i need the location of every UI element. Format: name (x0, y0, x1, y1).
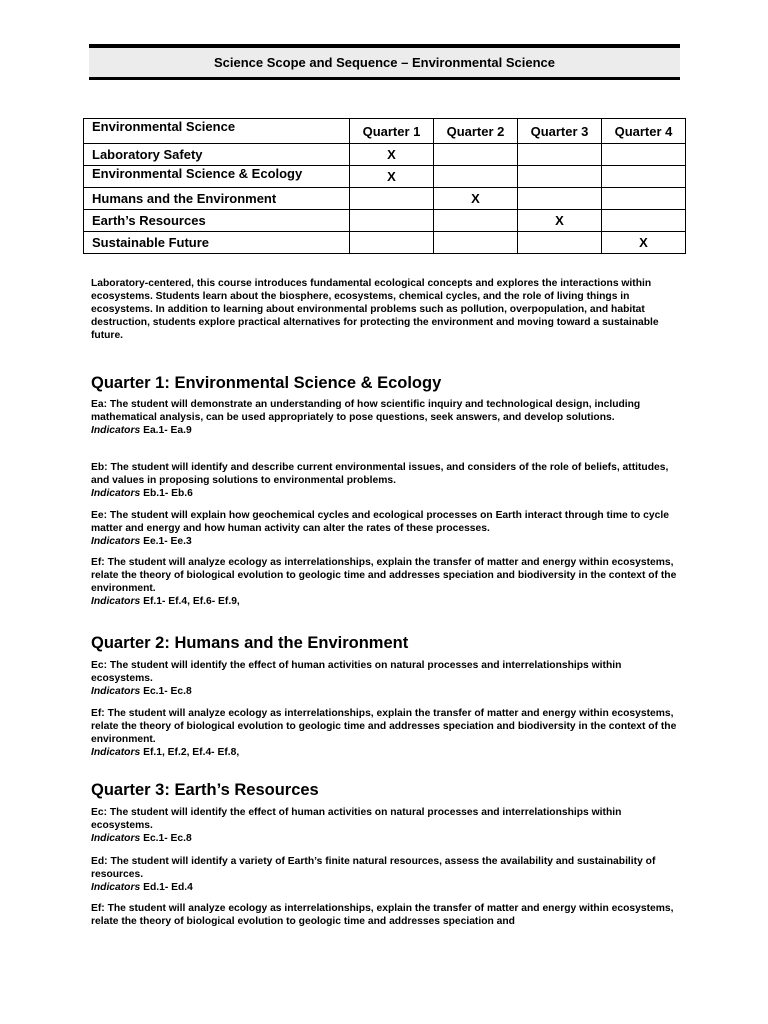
table-row (84, 166, 686, 188)
table-header-cell: Quarter 3 (518, 119, 602, 144)
indicators-label: Indicators (91, 488, 141, 499)
table-row (84, 188, 686, 210)
quarter-mark-cell (602, 166, 686, 188)
topic-cell: Humans and the Environment (84, 188, 350, 210)
quarter-mark-cell (602, 210, 686, 232)
quarter-3-heading: Quarter 3: Earth’s Resources (91, 781, 319, 799)
quarter-mark-cell (350, 210, 434, 232)
quarter-mark-cell: X (350, 144, 434, 166)
quarter-mark-cell: X (602, 232, 686, 254)
indicators-line (91, 746, 681, 759)
standard-text: Ed: The student will identify a variety of Earth’s finite natural resources, assess the availability and sustainability of resources. (91, 856, 656, 880)
quarter-mark-cell (602, 144, 686, 166)
indicators-value: Ef.1, Ef.2, Ef.4- Ef.8, (140, 747, 240, 758)
indicators-label: Indicators (91, 425, 141, 436)
table-row (84, 210, 686, 232)
standard-text: Ee: The student will explain how geochemical cycles and ecological processes on Earth interact through time to cycle matter and energy and how human activity can alter the rates of these processes. (91, 510, 669, 534)
indicators-value: Ec.1- Ec.8 (140, 686, 192, 697)
topic-cell: Laboratory Safety (84, 144, 350, 166)
quarter-mark-cell: X (518, 210, 602, 232)
table-row (84, 232, 686, 254)
indicators-value: Ee.1- Ee.3 (140, 536, 192, 547)
standard-block (91, 707, 681, 759)
standard-text: Ef: The student will analyze ecology as interrelationships, explain the transfer of matter and energy within ecosystems, relate the theory of biological evolution to geologic time and addresses speciation and biodiversity in the context of the environment. (91, 557, 677, 594)
quarter-mark-cell (518, 232, 602, 254)
standard-text: Ef: The student will analyze ecology as interrelationships, explain the transfer of matter and energy within ecosystems, relate the theory of biological evolution to geologic time and addresses speciation and biodiversity in the context of the environment. (91, 708, 677, 745)
standard-block (91, 806, 681, 845)
quarter-mark-cell (434, 210, 518, 232)
quarter-mark-cell (350, 232, 434, 254)
quarter-mark-cell: X (350, 166, 434, 188)
indicators-label: Indicators (91, 747, 141, 758)
standard-block (91, 659, 681, 698)
quarter-mark-cell (518, 188, 602, 210)
standard-block (91, 398, 681, 437)
indicators-line (91, 424, 681, 437)
indicators-label: Indicators (91, 686, 141, 697)
standard-block (91, 509, 681, 548)
indicators-line (91, 685, 681, 698)
quarter-mark-cell (602, 188, 686, 210)
standard-block (91, 902, 681, 928)
indicators-line (91, 595, 681, 608)
quarter-mark-cell (518, 166, 602, 188)
indicators-value: Ef.1- Ef.4, Ef.6- Ef.9, (140, 596, 240, 607)
table-header-row (84, 119, 686, 144)
indicators-line (91, 535, 681, 548)
table-header-cell: Environmental Science (84, 119, 350, 144)
table-header-cell: Quarter 1 (350, 119, 434, 144)
topic-cell: Environmental Science & Ecology (84, 166, 350, 188)
indicators-label: Indicators (91, 882, 141, 893)
quarter-mark-cell: X (434, 188, 518, 210)
standard-block (91, 461, 681, 500)
standard-text: Eb: The student will identify and describe current environmental issues, and considers of the role of beliefs, attitudes, and values in proposing solutions to environmental problems. (91, 462, 669, 486)
standard-block (91, 855, 681, 894)
indicators-line (91, 881, 681, 894)
indicators-value: Eb.1- Eb.6 (140, 488, 193, 499)
course-description: Laboratory-centered, this course introduces fundamental ecological concepts and explores the interactions within ecosystems. Students learn about the biosphere, ecosystems, chemical cycles, and the role of living things in ecosystems. In addition to learning about environmental problems such as pollution, overpopulation, and habitat destruction, students explore practical alternatives for protecting the environment and moving toward a sustainable future. (91, 278, 659, 341)
table-header-cell: Quarter 2 (434, 119, 518, 144)
standard-text: Ec: The student will identify the effect of human activities on natural processes and interrelationships within ecosystems. (91, 660, 622, 684)
quarter-mark-cell (350, 188, 434, 210)
indicators-line (91, 832, 681, 845)
standard-text: Ec: The student will identify the effect of human activities on natural processes and interrelationships within ecosystems. (91, 807, 622, 831)
quarter-mark-cell (434, 232, 518, 254)
quarter-2-heading: Quarter 2: Humans and the Environment (91, 634, 409, 652)
topic-cell: Earth’s Resources (84, 210, 350, 232)
indicators-value: Ea.1- Ea.9 (140, 425, 192, 436)
standard-block (91, 556, 681, 608)
indicators-label: Indicators (91, 833, 141, 844)
document-title (89, 44, 680, 80)
table-row (84, 144, 686, 166)
quarter-mark-cell (434, 166, 518, 188)
document-title-text: Science Scope and Sequence – Environmental Science (213, 55, 556, 70)
quarter-mark-cell (434, 144, 518, 166)
standard-text: Ea: The student will demonstrate an understanding of how scientific inquiry and technological design, including mathematical analysis, can be used appropriately to pose questions, seek answers, and develop solutions. (91, 399, 641, 423)
indicators-value: Ed.1- Ed.4 (140, 882, 193, 893)
indicators-label: Indicators (91, 536, 141, 547)
scope-sequence-table (83, 118, 686, 254)
indicators-value: Ec.1- Ec.8 (140, 833, 192, 844)
standard-text: Ef: The student will analyze ecology as interrelationships, explain the transfer of matter and energy within ecosystems, relate the theory of biological evolution to geologic time and addresses speciation and (91, 903, 674, 927)
indicators-label: Indicators (91, 596, 141, 607)
table-header-cell: Quarter 4 (602, 119, 686, 144)
topic-cell: Sustainable Future (84, 232, 350, 254)
quarter-1-heading: Quarter 1: Environmental Science & Ecology (91, 374, 442, 392)
quarter-mark-cell (518, 144, 602, 166)
indicators-line (91, 487, 681, 500)
